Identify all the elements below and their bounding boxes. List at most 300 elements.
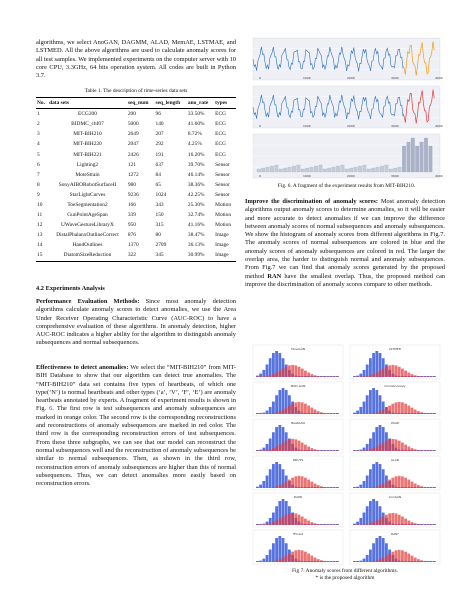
fig7-panel-title: BeatGAN <box>291 421 305 425</box>
table-cell: 9236 <box>127 191 139 198</box>
fig6-error-bar <box>354 167 358 172</box>
fig7-anomaly-bar <box>330 377 333 378</box>
table-cell: ECG <box>215 151 226 158</box>
fig7-anomaly-bar <box>356 377 359 378</box>
table-cell: 292 <box>155 141 164 148</box>
fig7-anomaly-bar <box>269 523 272 525</box>
fig7-anomaly-bar <box>414 410 417 414</box>
fig7-anomaly-bar <box>359 451 362 452</box>
fig7-anomaly-bar <box>398 550 401 562</box>
fig7-anomaly-bar <box>404 371 407 377</box>
table-header-row <box>36 98 236 109</box>
fig7-anomaly-bar <box>272 374 275 377</box>
fig7-anomaly-bar <box>395 402 398 414</box>
fig7-anomaly-bar <box>262 525 265 526</box>
fig7-anomaly-bar <box>353 488 356 489</box>
fig7-normal-bar <box>369 469 372 488</box>
fig7-anomaly-bar <box>369 562 372 563</box>
fig7-anomaly-bar <box>430 377 433 378</box>
fig7-anomaly-bar <box>269 562 272 563</box>
figure-7-caption-line2: * is the proposed algorithm <box>315 575 375 581</box>
fig7-anomaly-bar <box>262 488 265 489</box>
fig7-anomaly-bar <box>333 488 336 489</box>
table-cell: SonyAIBORobotSurfaceII <box>58 181 117 188</box>
performance-paragraph <box>36 298 236 348</box>
fig7-anomaly-bar <box>395 513 398 525</box>
fig7-anomaly-bar <box>414 375 417 377</box>
fig7-anomaly-bar <box>288 439 291 451</box>
fig7-normal-bar <box>262 448 265 451</box>
fig7-anomaly-bar <box>266 524 269 525</box>
fig7-anomaly-bar <box>285 367 288 377</box>
figure-ref-link[interactable]: 6 <box>49 405 53 413</box>
fig7-anomaly-bar <box>417 559 420 562</box>
fig7-anomaly-bar <box>359 377 362 378</box>
table-cell: Image <box>215 242 229 249</box>
fig7-anomaly-bar <box>433 488 436 489</box>
fig7-normal-bar <box>369 390 372 414</box>
fig7-anomaly-bar <box>307 406 310 414</box>
table-header-cell: types <box>215 100 228 107</box>
fig7-anomaly-bar <box>304 445 307 451</box>
fig7-anomaly-bar <box>266 450 269 451</box>
table-cell: 30.99% <box>187 252 205 259</box>
table-row <box>36 210 236 220</box>
fig7-anomaly-bar <box>433 451 436 452</box>
improve-text-a: Most anomaly detection algorithms output anomaly scores to determine anomalies, so it will be easier and more accurate to detect anomalies if we can improve the difference between anomaly scores of normal subsequences and anomaly subsequences. We show the histogram of anomaly scores from different algorithms in Fig.7. The anomaly scores of normal subsequences are colored in blue and the anomaly scores of anomaly subsequences are colored in red. The larger the overlap area, the harder to distinguish normal and anomaly subsequences. From Fig.7 we can find that anomaly scores generated by the proposed method <box>245 198 445 280</box>
fig7-anomaly-bar <box>379 519 382 525</box>
fig7-anomaly-bar <box>294 513 297 525</box>
fig6-error-bar <box>402 146 406 172</box>
fig7-panel-title: ALAD <box>390 458 400 462</box>
fig7-normal-bar <box>275 538 278 562</box>
table-cell: 8 <box>37 181 40 188</box>
fig6-error-bar <box>283 168 287 172</box>
fig7-anomaly-bar <box>359 562 362 563</box>
fig7-anomaly-bar <box>266 562 269 563</box>
fig7-anomaly-bar <box>310 556 313 562</box>
fig7-anomaly-bar <box>356 525 359 526</box>
fig7-anomaly-bar <box>278 485 281 488</box>
fig7-anomaly-bar <box>336 377 339 378</box>
fig7-anomaly-bar <box>372 374 375 377</box>
fig6-error-bar <box>327 168 331 172</box>
fig7-normal-bar <box>372 353 375 377</box>
table-cell: 1024 <box>155 191 167 198</box>
table-cell: 1 <box>37 111 40 118</box>
fig7-anomaly-bar <box>414 523 417 525</box>
table-cell: 343 <box>155 201 164 208</box>
table-cell: HandOutlines <box>72 242 103 249</box>
performance-lead: Performance Evaluation Methods: <box>36 298 140 305</box>
table-cell: 637 <box>155 161 164 168</box>
fig7-anomaly-bar <box>330 525 333 526</box>
fig7-anomaly-bar <box>320 486 323 488</box>
table-cell: 207 <box>155 131 164 138</box>
fig7-normal-bar <box>366 395 369 414</box>
table-cell: Lighting2 <box>76 161 99 168</box>
table-cell: MoteStrain <box>75 171 100 178</box>
fig7-normal-bar <box>259 374 262 377</box>
table-cell: 1370 <box>127 242 139 249</box>
fig7-normal-bar <box>278 464 281 488</box>
fig7-anomaly-bar <box>317 524 320 525</box>
table-row <box>36 180 236 190</box>
fig6-error-bar <box>319 165 323 172</box>
fig7-normal-bar <box>363 513 366 525</box>
table-cell: 980 <box>127 181 136 188</box>
fig7-anomaly-bar <box>391 404 394 414</box>
fig7-normal-bar <box>269 358 272 377</box>
fig7-anomaly-bar <box>430 451 433 452</box>
fig7-anomaly-bar <box>411 374 414 377</box>
fig7-anomaly-bar <box>356 451 359 452</box>
fig7-anomaly-bar <box>430 525 433 526</box>
fig6-error-bar <box>297 165 301 172</box>
fig7-anomaly-bar <box>262 414 265 415</box>
fig7-anomaly-bar <box>320 451 323 452</box>
fig7-anomaly-bar <box>291 513 294 525</box>
fig7-normal-bar <box>278 390 281 414</box>
fig7-anomaly-bar <box>326 377 329 378</box>
fig6-tick-label: 3000 <box>391 124 399 128</box>
fig7-normal-bar <box>369 501 372 525</box>
table-cell: 36.13% <box>187 242 205 249</box>
fig7-normal-bar <box>366 506 369 525</box>
fig7-anomaly-bar <box>356 562 359 563</box>
table-cell: 8.72% <box>187 131 202 138</box>
table-cell: 33.50% <box>187 111 205 118</box>
fig7-anomaly-bar <box>275 447 278 451</box>
improve-text-b: have the smallest overlap. Thus, the proposed method can improve the discrimination of anomaly scores compare to other methods. <box>245 272 445 288</box>
fig7-anomaly-bar <box>269 449 272 451</box>
fig7-anomaly-bar <box>417 485 420 488</box>
fig7-anomaly-bar <box>336 451 339 452</box>
datasets-table <box>36 97 236 262</box>
fig7-anomaly-bar <box>288 513 291 525</box>
fig7-normal-bar <box>375 390 378 414</box>
fig7-anomaly-bar <box>366 450 369 451</box>
fig7-anomaly-bar <box>282 484 285 488</box>
fig7-anomaly-bar <box>366 488 369 489</box>
fig7-anomaly-bar <box>323 525 326 526</box>
fig7-anomaly-bar <box>353 525 356 526</box>
fig7-anomaly-bar <box>262 562 265 563</box>
fig7-panel-title: LSTMED <box>388 347 402 351</box>
figure-7 <box>253 345 440 567</box>
fig7-anomaly-bar <box>423 487 426 488</box>
fig7-panel-title: OmniAnomaly <box>384 384 406 388</box>
table-row <box>36 160 236 170</box>
table-cell: ECG <box>215 141 226 148</box>
fig6-error-bar <box>420 142 424 172</box>
fig7-anomaly-bar <box>314 558 317 562</box>
fig7-anomaly-bar <box>307 480 310 488</box>
fig6-error-bar <box>345 169 349 172</box>
fig7-normal-bar <box>359 407 362 414</box>
fig7-normal-bar <box>372 388 375 414</box>
fig7-anomaly-bar <box>427 488 430 489</box>
table-cell: ECG <box>215 111 226 118</box>
fig7-anomaly-bar <box>359 525 362 526</box>
fig7-anomaly-bar <box>301 476 304 488</box>
fig7-anomaly-bar <box>317 450 320 451</box>
fig7-anomaly-bar <box>272 413 275 414</box>
fig6-tick-label: 2000 <box>347 174 355 178</box>
fig7-normal-bar <box>269 469 272 488</box>
fig7-anomaly-bar <box>382 517 385 525</box>
fig7-anomaly-bar <box>333 451 336 452</box>
fig7-anomaly-bar <box>336 525 339 526</box>
fig7-anomaly-bar <box>395 550 398 562</box>
table-row <box>36 149 236 159</box>
table-cell: 80 <box>155 232 161 239</box>
fig7-anomaly-bar <box>423 525 426 526</box>
table-cell: 2047 <box>127 141 139 148</box>
fig7-normal-bar <box>269 439 272 451</box>
table-cell: Motion <box>215 222 232 229</box>
table-cell: 950 <box>127 222 136 229</box>
table-cell: 140 <box>155 121 164 128</box>
fig6-error-bar <box>336 166 340 172</box>
fig7-anomaly-bar <box>382 558 385 562</box>
table-cell: 65 <box>155 181 161 188</box>
table-cell: 121 <box>127 161 136 168</box>
table-cell: 38.47% <box>187 232 205 239</box>
fig7-anomaly-bar <box>385 482 388 488</box>
fig7-anomaly-bar <box>333 562 336 563</box>
fig6-error-bar <box>323 169 327 172</box>
fig7-anomaly-bar <box>298 441 301 451</box>
fig7-normal-bar <box>375 462 378 488</box>
fig7-anomaly-bar <box>326 525 329 526</box>
fig7-anomaly-bar <box>379 411 382 414</box>
fig7-anomaly-bar <box>385 556 388 562</box>
fig7-normal-bar <box>372 499 375 525</box>
table-cell: 10 <box>37 201 43 208</box>
fig7-anomaly-bar <box>272 561 275 562</box>
table-cell: 7 <box>37 171 40 178</box>
fig7-normal-bar <box>356 411 359 414</box>
fig7-normal-bar <box>359 518 362 525</box>
table-cell: DiatomSizeReduction <box>63 252 112 259</box>
table-cell: 46.14% <box>187 171 205 178</box>
fig7-anomaly-bar <box>382 369 385 377</box>
table-row <box>36 220 236 230</box>
fig7-anomaly-bar <box>259 377 262 378</box>
fig7-anomaly-bar <box>427 414 430 415</box>
fig7-anomaly-bar <box>317 559 320 562</box>
table-cell: 14 <box>37 242 43 249</box>
fig7-anomaly-bar <box>423 413 426 414</box>
fig7-anomaly-bar <box>404 404 407 414</box>
section-title: 4.2 Experiments Analysis <box>36 285 105 292</box>
fig6-tick-label: 1000 <box>303 174 311 178</box>
fig7-anomaly-bar <box>259 451 262 452</box>
table-header-cell: seq_length <box>155 100 181 107</box>
fig7-anomaly-bar <box>314 375 317 377</box>
table-cell: 1272 <box>127 171 139 178</box>
fig6-tick-label: 1000 <box>303 76 311 80</box>
table-header-cell: data sets <box>49 100 70 107</box>
fig7-anomaly-bar <box>269 375 272 377</box>
fig7-anomaly-bar <box>304 552 307 562</box>
fig7-anomaly-bar <box>382 484 385 488</box>
fig7-anomaly-bar <box>307 554 310 562</box>
fig7-anomaly-bar <box>401 517 404 525</box>
fig7-anomaly-bar <box>278 445 281 451</box>
fig7-anomaly-bar <box>398 476 401 488</box>
table-cell: Sensor <box>215 161 230 168</box>
fig7-anomaly-bar <box>288 480 291 488</box>
table-row <box>36 230 236 240</box>
fig7-anomaly-bar <box>420 525 423 526</box>
fig7-anomaly-bar <box>363 414 366 415</box>
fig7-anomaly-bar <box>288 554 291 562</box>
fig6-error-bar <box>266 167 270 172</box>
fig7-normal-bar <box>259 485 262 488</box>
improve-lead: Improve the discrimination of anomaly scores: <box>245 198 379 205</box>
table-cell: 3 <box>37 131 40 138</box>
improve-paragraph <box>245 198 445 289</box>
fig7-normal-bar <box>363 559 366 562</box>
fig7-anomaly-bar <box>375 521 378 525</box>
fig7-anomaly-bar <box>430 488 433 489</box>
fig7-anomaly-bar <box>275 373 278 377</box>
fig7-anomaly-bar <box>269 488 272 489</box>
fig7-normal-bar <box>266 476 269 488</box>
fig7-anomaly-bar <box>272 448 275 451</box>
fig7-anomaly-bar <box>398 367 401 377</box>
fig7-anomaly-bar <box>307 373 310 377</box>
fig6-error-bar <box>367 169 371 172</box>
fig7-anomaly-bar <box>369 449 372 451</box>
fig7-panel-title: TAnoGAN <box>290 347 306 351</box>
fig7-anomaly-bar <box>301 517 304 525</box>
fig6-error-bar <box>411 138 415 172</box>
table-cell: MIT-BIH210 <box>73 131 102 138</box>
table-cell: 41.60% <box>187 121 205 128</box>
fig6-error-bar <box>415 146 419 172</box>
fig7-anomaly-bar <box>275 560 278 562</box>
fig7-anomaly-bar <box>356 414 359 415</box>
intro-text: algorithms, we select AnoGAN, DAGMM, ALAD, MemAE, LSTMAE, and LSTMED. All the above algorithms are used to calculate anomaly scores for all test samples. We implemented experiments on the computer server with 10 core CPU, 3.3GHz, 64 bits operation system. All codes are built in Python 3.7. <box>36 39 236 80</box>
fig7-normal-bar <box>262 481 265 488</box>
fig7-anomaly-bar <box>375 560 378 562</box>
fig7-anomaly-bar <box>304 371 307 377</box>
fig7-anomaly-bar <box>372 487 375 488</box>
fig7-anomaly-bar <box>291 478 294 488</box>
fig7-anomaly-bar <box>385 515 388 525</box>
fig7-anomaly-bar <box>278 371 281 377</box>
fig7-anomaly-bar <box>369 523 372 525</box>
fig7-anomaly-bar <box>298 476 301 488</box>
fig7-normal-bar <box>266 411 269 414</box>
fig7-normal-bar <box>363 370 366 377</box>
fig6-error-bar <box>261 168 265 172</box>
table-cell: 4 <box>37 141 40 148</box>
fig6-error-bar <box>310 167 314 172</box>
fig6-tick-label: 4000 <box>435 124 443 128</box>
table-cell: 84 <box>155 171 161 178</box>
fig7-anomaly-bar <box>427 525 430 526</box>
fig7-anomaly-bar <box>414 558 417 562</box>
fig7-panel-title: IForest <box>292 532 304 536</box>
fig7-anomaly-bar <box>298 550 301 562</box>
fig7-anomaly-bar <box>256 562 259 563</box>
table-cell: StarLightCurves <box>69 191 106 198</box>
fig7-normal-bar <box>275 462 278 488</box>
effectiveness-lead: Effectiveness to detect anomalies: <box>36 364 129 371</box>
fig6-tick-label: 1000 <box>303 124 311 128</box>
fig7-anomaly-bar <box>366 376 369 377</box>
fig7-anomaly-bar <box>404 478 407 488</box>
fig7-anomaly-bar <box>356 488 359 489</box>
fig6-error-bar <box>389 169 393 172</box>
fig7-normal-bar <box>372 464 375 488</box>
table-row <box>36 190 236 200</box>
fig7-anomaly-bar <box>391 439 394 451</box>
fig6-error-bar <box>288 167 292 172</box>
fig7-anomaly-bar <box>320 525 323 526</box>
fig7-anomaly-bar <box>317 411 320 414</box>
fig6-error-bar <box>363 165 367 172</box>
table-row <box>36 250 236 261</box>
fig7-anomaly-bar <box>398 515 401 525</box>
fig7-anomaly-bar <box>256 525 259 526</box>
fig7-anomaly-bar <box>304 404 307 414</box>
fig6-error-bar <box>305 168 309 172</box>
fig6-error-bar <box>349 168 353 172</box>
fig7-normal-bar <box>372 543 375 562</box>
figure-7-caption-line1: Fig 7. Anomaly scores from different algorithms. <box>292 568 398 574</box>
fig6-error-bar <box>341 165 345 172</box>
fig7-anomaly-bar <box>375 447 378 451</box>
table-cell: 9 <box>37 191 40 198</box>
table-cell: 16.20% <box>187 151 205 158</box>
fig7-anomaly-bar <box>282 410 285 414</box>
fig7-anomaly-bar <box>275 521 278 525</box>
fig7-anomaly-bar <box>294 402 297 414</box>
fig7-normal-bar <box>366 365 369 377</box>
fig7-panel-title: AnoGAN <box>388 495 402 499</box>
fig7-anomaly-bar <box>336 488 339 489</box>
table-caption: Table 1. The description of time-series data sets <box>84 88 188 94</box>
fig7-normal-bar <box>359 374 362 377</box>
fig7-anomaly-bar <box>401 369 404 377</box>
fig7-anomaly-bar <box>420 560 423 562</box>
fig7-anomaly-bar <box>259 414 262 415</box>
table-row <box>36 119 236 129</box>
fig7-normal-bar <box>363 402 366 414</box>
table-cell: 200 <box>127 111 136 118</box>
fig7-normal-bar <box>272 543 275 562</box>
fig7-anomaly-bar <box>323 487 326 488</box>
fig7-anomaly-bar <box>326 562 329 563</box>
table-cell: 339 <box>127 212 136 219</box>
fig7-anomaly-bar <box>272 522 275 525</box>
table-cell: Sensor <box>215 191 230 198</box>
table-header-cell: seq_num <box>127 100 149 107</box>
intro-paragraph <box>36 39 236 80</box>
fig7-anomaly-bar <box>427 451 430 452</box>
table-cell: Sensor <box>215 181 230 188</box>
fig6-error-bar <box>279 169 283 172</box>
fig7-anomaly-bar <box>353 377 356 378</box>
fig7-anomaly-bar <box>291 365 294 377</box>
fig7-anomaly-bar <box>320 412 323 414</box>
fig7-normal-bar <box>266 555 269 562</box>
